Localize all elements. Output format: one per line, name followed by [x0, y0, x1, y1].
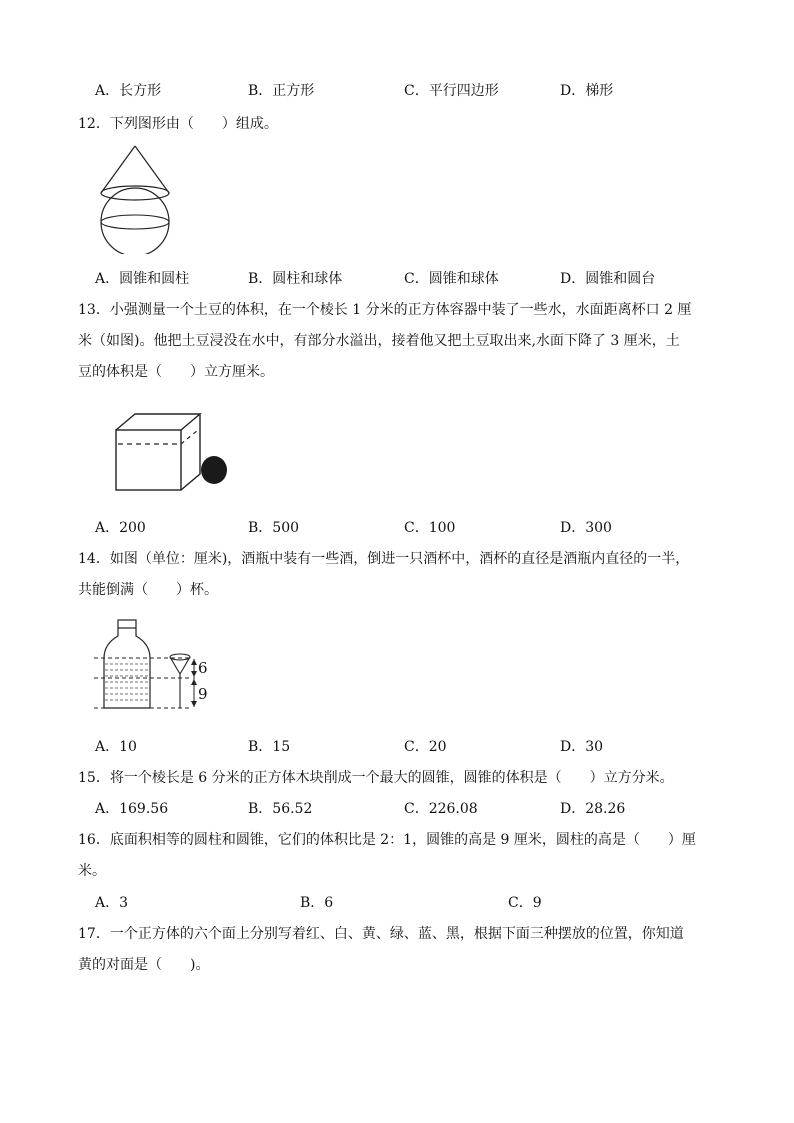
q16-stem-line-1: 16．底面积相等的圆柱和圆锥，它们的体积比是 2：1，圆锥的高是 9 厘米，圆柱的高是（ ）厘 [78, 832, 696, 848]
q14-stem-line-2: 共能倒满（ ）杯。 [78, 582, 218, 598]
q12-stem: 12．下列图形由（ ）组成。 [78, 116, 278, 132]
q16-stem-line-2: 米。 [78, 863, 106, 879]
q15-option-c: C．226.08 [404, 801, 478, 817]
q13-stem-line-3: 豆的体积是（ ）立方厘米。 [78, 364, 274, 380]
q15-option-a: A．169.56 [95, 801, 169, 817]
q16-option-c: C．9 [508, 895, 542, 911]
cone-on-sphere-figure [95, 142, 175, 254]
cube-container-potato-figure [110, 410, 240, 494]
q13-option-a: A．200 [95, 520, 146, 536]
q13-option-d: D．300 [560, 520, 612, 536]
q14-stem-line-1: 14．如图（单位：厘米)，酒瓶中装有一些酒，倒进一只酒杯中，酒杯的直径是酒瓶内直径的一半， [78, 551, 690, 567]
q13-option-b: B．500 [248, 520, 300, 536]
q14-option-c: C．20 [404, 739, 447, 755]
q11-option-c: C．平行四边形 [404, 83, 499, 99]
q14-dim-label-9: 9 [198, 685, 208, 703]
q11-option-a: A．长方形 [95, 83, 162, 99]
q12-option-c: C．圆锥和球体 [404, 271, 499, 287]
q11-option-b: B．正方形 [248, 83, 315, 99]
q14-option-d: D．30 [560, 739, 604, 755]
q13-stem-line-1: 13．小强测量一个土豆的体积，在一个棱长 1 分米的正方体容器中装了一些水，水面距离杯口 2 厘 [78, 302, 692, 318]
q17-stem-line-1: 17．一个正方体的六个面上分别写着红、白、黄、绿、蓝、黑，根据下面三种摆放的位置，你知道 [78, 926, 684, 942]
q14-option-a: A．10 [95, 739, 137, 755]
q12-option-d: D．圆锥和圆台 [560, 271, 656, 287]
q15-option-b: B．56.52 [248, 801, 313, 817]
q12-option-a: A．圆锥和圆柱 [95, 271, 190, 287]
q15-option-d: D．28.26 [560, 801, 626, 817]
q12-option-b: B．圆柱和球体 [248, 271, 343, 287]
q15-stem: 15．将一个棱长是 6 分米的正方体木块削成一个最大的圆锥，圆锥的体积是（ ）立方分米。 [78, 770, 674, 786]
q11-option-d: D．梯形 [560, 83, 614, 99]
q13-option-c: C．100 [404, 520, 456, 536]
q13-stem-line-2: 米（如图)。他把土豆浸没在水中，有部分水溢出，接着他又把土豆取出来,水面下降了 3 厘米，土 [78, 333, 680, 349]
q17-stem-line-2: 黄的对面是（ )。 [78, 957, 210, 973]
q16-option-b: B．6 [300, 895, 334, 911]
q14-option-b: B．15 [248, 739, 291, 755]
q14-dim-label-6: 6 [198, 659, 208, 677]
q16-option-a: A．3 [95, 895, 129, 911]
